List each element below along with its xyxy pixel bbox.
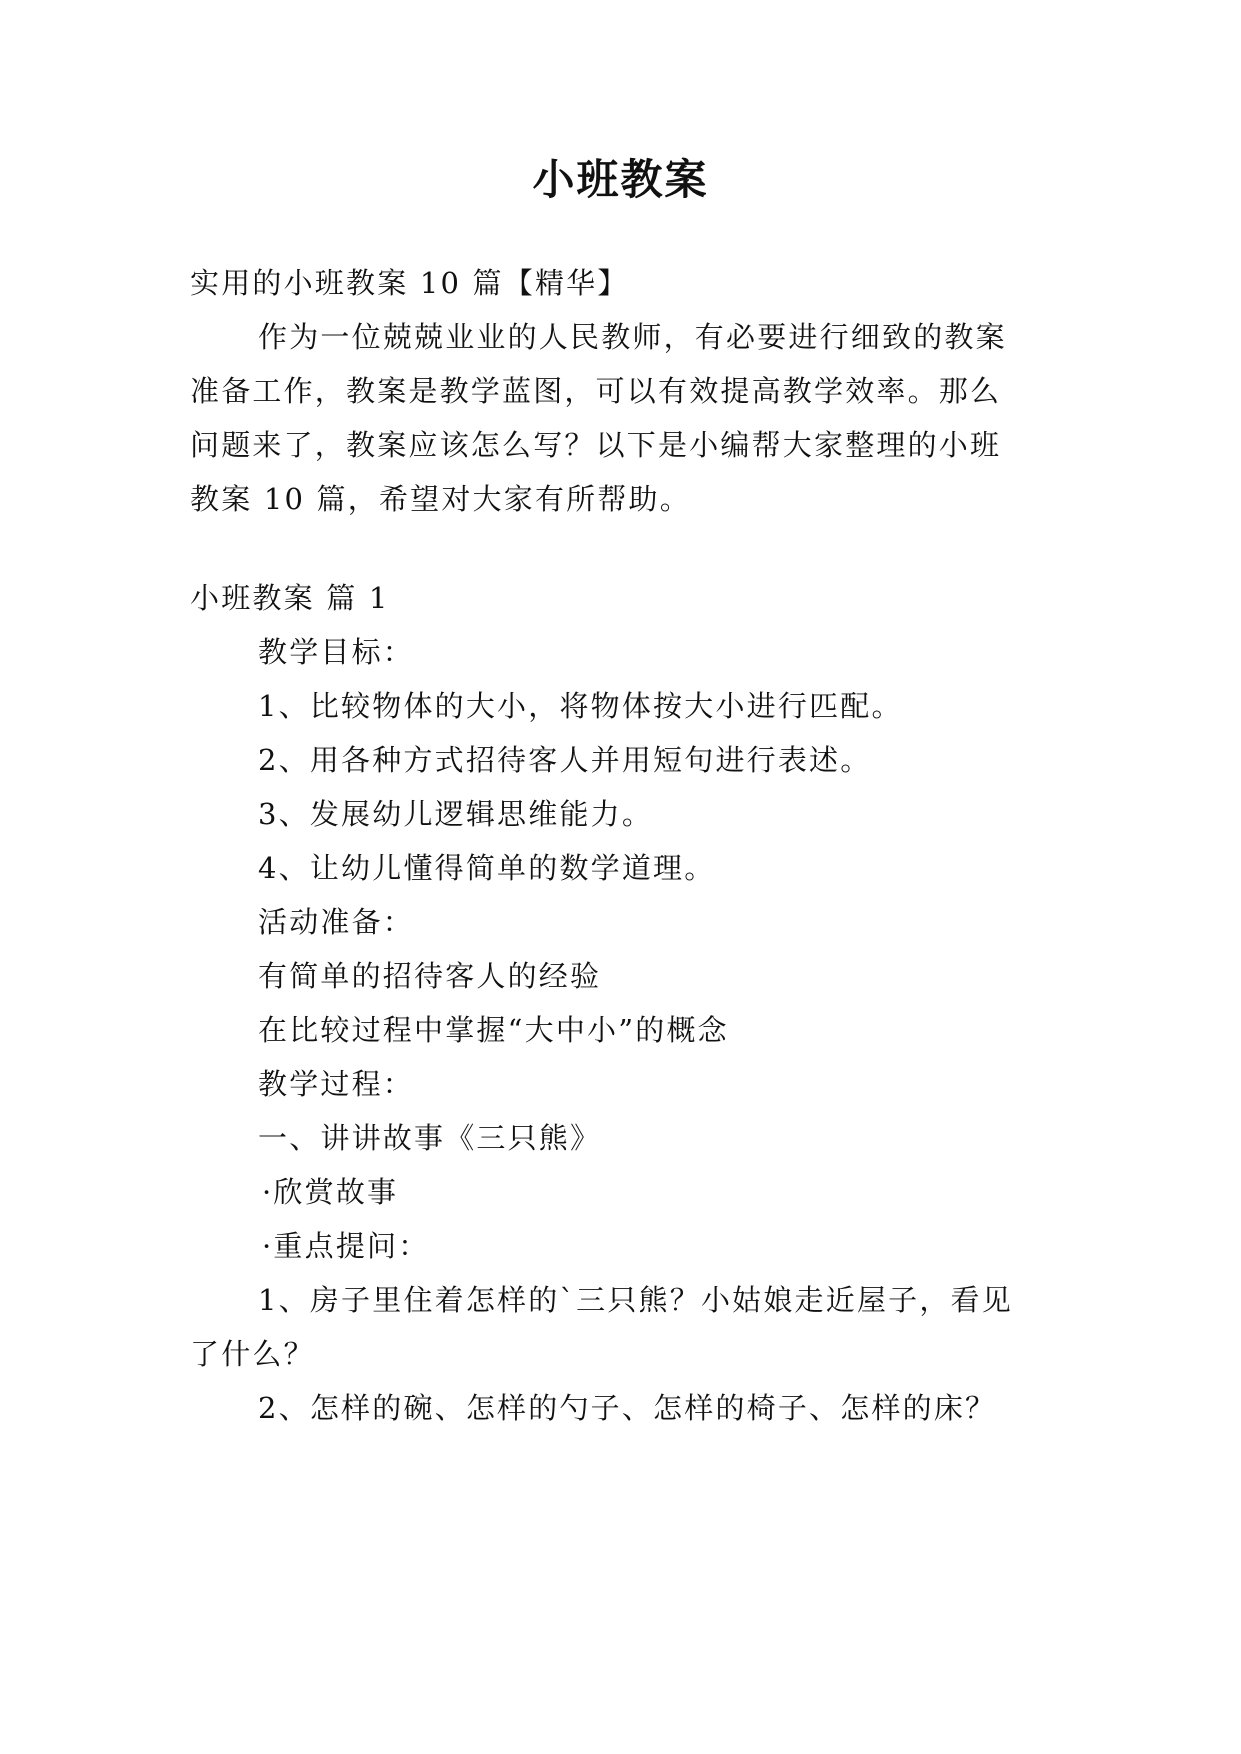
intro-line-1: 作为一位兢兢业业的人民教师，有必要进行细致的教案 (258, 320, 1007, 354)
intro-line-3: 问题来了，教案应该怎么写？以下是小编帮大家整理的小班 (190, 428, 1002, 462)
body-line-question-1-cont: 了什么？ (190, 1337, 315, 1371)
body-line-activity-prep: 活动准备： (258, 905, 415, 939)
intro-line-2: 准备工作，教案是教学蓝图，可以有效提高教学效率。那么 (190, 374, 1002, 408)
document-title: 小班教案 (532, 155, 709, 204)
body-line-teaching-goals: 教学目标： (258, 635, 415, 669)
intro-line-4: 教案 10 篇，希望对大家有所帮助。 (190, 482, 691, 516)
body-line-prep-1: 有简单的招待客人的经验 (258, 959, 602, 993)
body-line-teaching-process: 教学过程： (258, 1067, 415, 1101)
body-line-prep-2: 在比较过程中掌握“大中小”的概念 (258, 1013, 729, 1047)
body-line-goal-3: 3、发展幼儿逻辑思维能力。 (258, 797, 654, 831)
document-subtitle: 实用的小班教案 10 篇【精华】 (190, 266, 629, 300)
body-line-goal-1: 1、比较物体的大小，将物体按大小进行匹配。 (258, 689, 903, 723)
body-line-process-1: 一、讲讲故事《三只熊》 (258, 1121, 602, 1155)
section-heading: 小班教案 篇 1 (190, 581, 390, 615)
body-line-question-2: 2、怎样的碗、怎样的勺子、怎样的椅子、怎样的床？ (258, 1391, 997, 1425)
body-line-goal-4: 4、让幼儿懂得简单的数学道理。 (258, 851, 716, 885)
body-line-bullet-1: ·欣赏故事 (262, 1175, 399, 1209)
body-line-goal-2: 2、用各种方式招待客人并用短句进行表述。 (258, 743, 872, 777)
body-line-bullet-2: ·重点提问： (262, 1229, 430, 1263)
body-line-question-1: 1、房子里住着怎样的`三只熊？小姑娘走近屋子，看见 (258, 1283, 1013, 1317)
